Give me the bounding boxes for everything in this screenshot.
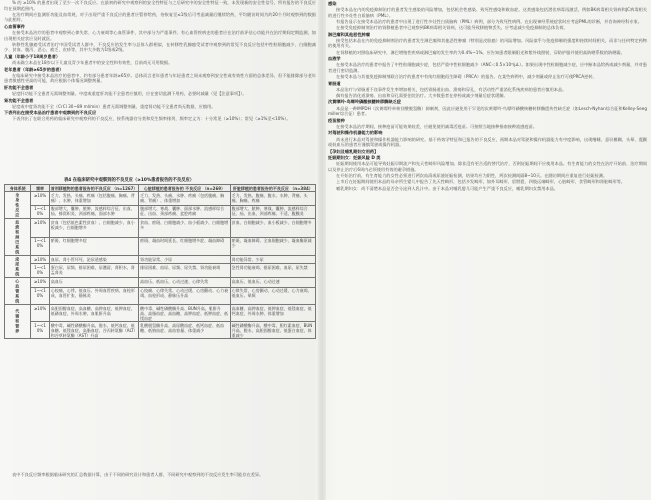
table-header-cell: 频率 <box>31 185 49 192</box>
table-cell-liver: 高血压、低血压、心动过速 <box>230 278 315 288</box>
table-cell-kidney: 瘀斑、红细胞增多症 <box>49 237 138 256</box>
body-paragraph: 在接受本品治疗的患者中观察到心律失常、心力衰竭等心血管事件，其中部分为严重事件。有心血管疾病史的患者应在治疗前评估心功能并在治疗期间定期监测，如出现相关症状应及时就医。 <box>4 30 316 41</box>
table-cell-freq: 1~<10% <box>31 322 49 339</box>
body-paragraph: 上市后在妊娠期间使用本品的母亲所生婴儿中报告了先天性畸形，包括多发畸形，如外耳畸形、唇腭裂、四肢远端畸形、心脏畸形、食管畸形和肾脏畸形等。 <box>336 179 625 185</box>
table-cell-liver: 贫血、白细胞减少、血小板减少、白细胞增多 <box>230 219 315 238</box>
table-cell-freq: ≥10% <box>31 278 49 288</box>
table-cell-kidney: 腹部增大、囊肿、脓肿、流感样综合征、出血、疝、蜂窝织炎、颈部疼痛、面部水肿 <box>49 205 138 219</box>
table-caption: 表4 在临床研究中观察到的不良反应（≥10%患者报告的不良反应） <box>64 178 195 183</box>
table-cell-liver: 瘀斑、凝血障碍、全血细胞减少、凝血酶原减少 <box>230 237 315 256</box>
body-system-cell <box>5 278 31 305</box>
body-paragraph: 哺乳期妇女：尚不清楚本品是否会分泌到人乳汁中。由于本品对哺乳婴儿可能产生严重不良反应，哺乳期妇女禁用本品。 <box>336 185 558 191</box>
right-text <box>328 1 647 191</box>
table-cell-freq: ≥10% <box>31 256 49 264</box>
table-cell-heart: 酸中毒、碱性磷酸酶升高、BUN升高、肌酐升高、高脂血症、高血糖、高钾血症、低钾血症、低镁血症 <box>140 305 229 321</box>
section-heading: 心血管事件 <box>4 23 25 29</box>
table-cell-heart: 心绞痛、心律失常、心动过缓、心房颤动、心力衰竭、血栓形成、静脉压升高 <box>139 287 230 304</box>
section-heading: 次黄嘌呤-鸟嘌呤磷酸核糖转移酶缺乏症 <box>328 99 401 105</box>
table-cell-kidney: 蛋白尿、尿频、排尿困难、尿潴留、肾积水、肾盂肾炎 <box>49 264 138 278</box>
body-paragraph: 在接受免疫抑制剂治疗的肾移植患者中已观察到BK病毒相关肾病，这可能导致移植物丢失。应考虑减少免疫抑制的总体负荷。 <box>336 25 568 31</box>
table-cell-freq: 1~<10% <box>31 237 49 256</box>
section-heading: 胃肠道 <box>328 80 341 86</box>
table-row <box>5 256 316 264</box>
body-paragraph: 转移性乳腺癌受试者治疗中国受试者人群中，不良反应的发生率与总体人群相似，在转移性乳腺癌受试者中观察到的常见不良反应包括中性粒细胞减少、白细胞减少、贫血、腹泻、恶心、疲乏、皮疹等，其中大多数为1级或2级。 <box>4 41 316 53</box>
body-paragraph: 轻度肝功能不全患者无需调整剂量。中度或重度肝功能不全患者应慎用，应在密切监测下用药，必要时减量（见【注意事项】）。 <box>12 91 247 97</box>
table-cell-heart: 排尿困难、血尿、尿频、尿失禁、肾功能衰竭 <box>139 264 230 278</box>
body-system-label: 泌尿系统 <box>15 256 21 277</box>
table-row <box>5 219 316 238</box>
table-cell-heart: 高血压、低血压、心动过速、心律失常 <box>139 278 230 288</box>
body-paragraph: 本品是一种IMPDH（次黄嘌呤单核苷酸脱氢酶）抑制剂，因此应避免用于罕见的次黄嘌呤-鸟嘌呤磷酸核糖转移酶遗传性缺乏症（如Lesch-Nyhan综合征和Kelley-Seegmiller综合征）患者。 <box>328 105 647 117</box>
table-cell-heart: 瘀斑、凝血时间延长、红细胞增多症、凝血障碍 <box>139 237 230 256</box>
body-paragraph: 在接受本品治疗的患者中报告了中性粒细胞减少症，包括严重中性粒细胞减少（ANC＜0.5×10³/μL）。如果出现中性粒细胞减少症，应中断本品给药或减少剂量，并对患者进行密切监测。 <box>328 62 647 73</box>
table-cell-freq: ≥10% <box>31 305 49 322</box>
body-paragraph: 在接受本品治疗期间，接种疫苗可能效果较差，应避免使用减毒活疫苗。可按照当地接种指南接种流感疫苗。 <box>336 123 538 129</box>
table-row <box>5 237 316 256</box>
body-paragraph: 偶有报告消化道溃疡、出血和穿孔需要住院治疗。大多数患者在停药或减少剂量后症状缓解。 <box>336 92 508 98</box>
table-row <box>5 264 316 278</box>
table-row <box>5 192 316 206</box>
left-bottom-column <box>4 472 316 500</box>
table-cell-heart: 贫血、瘀斑、白细胞减少、血小板减少、白细胞增多 <box>139 219 230 238</box>
table-header-cell: 心脏移植的患者报告的 不良反应 （n=269） <box>139 185 230 192</box>
table-row <box>5 278 316 288</box>
body-paragraph: 在临床研究中接受本品治疗的患者中，约有部分患者年龄≥65岁。总体而言老年患者与年轻患者之间未观察到安全性或有效性方面的总体差异，但不能排除部分老年患者敏感性更高的可能，故应根据个体情况调整剂量。 <box>4 72 316 84</box>
body-system-label: 心血管系统 <box>15 278 21 304</box>
table-cell-heart: 乳酸脱氢酶升高、高尿酸血症、低钙血症、低血糖、低钠血症、高血容量、体重减少 <box>139 322 230 339</box>
table-body <box>5 192 316 339</box>
table-cell-kidney: 贫血（包括低色素性贫血）、白细胞减少、血小板减少、白细胞增多 <box>49 219 138 238</box>
body-paragraph: 本品治疗与胃肠道不良事件发生率增加相关，包括胃肠道出血、溃疡和穿孔，有活动性严重消化系统疾病的患者应慎用本品。 <box>336 86 567 92</box>
body-paragraph: 尚未进行本品对驾驶和操作机器能力影响的研究。基于药效学特征和已报告的不良反应，预期本品对驾驶和操作机器能力有中度影响，出现嗜睡、意识模糊、头晕、震颤或低血压的患者应谨慎驾驶或操作机器。 <box>328 136 647 148</box>
table-header-row <box>5 185 316 192</box>
body-system-cell <box>5 256 31 278</box>
table-cell-liver: 高血糖、高钾血症、低钾血症、低镁血症、低钙血症、外周水肿、体重增加 <box>230 305 315 322</box>
table-row <box>5 322 316 339</box>
body-paragraph: 尚未确立本品在18岁以下儿童及青少年患者中的安全性和有效性，目前尚无可用数据。 <box>12 60 173 66</box>
section-heading: 疫苗接种 <box>328 117 345 123</box>
table-cell-kidney: 酸中毒、碱性磷酸酶升高、脱水、低钙血症、低血糖、低镁血症、高脂血症、谷丙转氨酶（ALT）和谷草转氨酶（AST）升高 <box>49 322 138 339</box>
body-paragraph: 接受包括本品在内的免疫抑制剂治疗的患者发生淋巴瘤和其他恶性肿瘤（特别是皮肤癌）的风险增加。风险似乎与免疫抑制的强度和持续时间相关，而非与任何特定药物的使用有关。 <box>328 37 647 49</box>
body-paragraph: % 的 ≥10% 的患者出现了至少一次不良反应。在最初的研究中观察到的安全性特征与之后研究中的安全性特征一致，未发现新的安全性信号，所有报告的不良反应均在预期范围内。 <box>4 0 316 11</box>
table-cell-kidney: 血尿、肾小管坏死、泌尿道感染 <box>49 256 138 264</box>
table-cell-liver: 急性肾功能衰竭、排尿困难、血尿、尿失禁 <box>230 264 315 278</box>
body-system-label: 血液和淋巴系统 <box>15 219 21 255</box>
table-cell-kidney: 高胆固醇血症、高血糖、高钾血症、低钾血症、低磷血症、外周水肿、血肌酐升高 <box>49 305 138 322</box>
body-paragraph: 在治疗期间应监测肝功能及血常规，对于出现严重不良反应的患者应暂停给药，待恢复至≤1级后可考虑减量后继续给药，平均随访时间为约20个月时观察到的数据与此相符。 <box>4 11 316 23</box>
section-heading: 【孕妇及哺乳期妇女用药】 <box>328 148 379 154</box>
table-cell-heart: 腹部增大、寒战、囊肿、面部水肿、流感样综合征、出血、颈部疼痛、盆腔疼痛 <box>139 205 230 219</box>
table-cell-liver: 心律失常、心房颤动、心动过缓、心力衰竭、低血压、晕厥 <box>230 287 315 304</box>
table-cell-freq: 1~<10% <box>31 264 49 278</box>
section-heading: 下表列出在接受本品治疗患者中观察到的不良反应 <box>4 110 97 116</box>
page-gutter <box>318 0 326 500</box>
section-heading: 肾功能不全患者 <box>4 97 34 103</box>
body-paragraph: 在接受本品与其他免疫抑制剂联合治疗的患者中有纯红细胞再生障碍（PRCA）的报告。在某些病例中，减少剂量或停止治疗可使PRCA逆转。 <box>336 74 597 79</box>
body-paragraph: 表中不良反应频率根据临床研究的汇总数据计算，由于不同的研究设计和患者人群，不同研究中观察到的不良反应发生率可能存在差异。 <box>12 472 264 477</box>
body-system-label: 全身性反应 <box>15 192 21 218</box>
body-paragraph: 在开始治疗前，有生育能力的女性必须进行两次血清或尿液妊娠检测，结果均应为阴性，两次检测间隔8~10天。在随访期间应重复进行妊娠检测。 <box>336 173 608 179</box>
body-paragraph: 在肾移植的对照临床研究中，淋巴增殖性疾病或淋巴瘤的发生率约为0.4%~1%。应告知患者限制阳光和紫外线照射，穿防护服并使用高防晒系数的防晒霜。 <box>336 49 625 55</box>
table-cell-liver: 碱性磷酸酶升高、酸中毒、胆红素血症、BUN升高、脱水、高胆固醇血症、低蛋白血症、体重减少 <box>230 322 315 339</box>
section-heading: 对驾驶和操作机器能力的影响 <box>328 130 383 136</box>
body-system-cell <box>5 192 31 219</box>
body-paragraph: 轻度或中度肾功能不全（CrCl 30~89 ml/min）患者无需调整剂量，重度肾功能不全患者尚无数据，应慎用。 <box>12 103 216 109</box>
body-paragraph: 妊娠期间使用本品可能导致妊娠早期流产和先天性畸形风险增加。除非没有更合适的替代治疗，否则妊娠期间不应使用本品。有生育能力的女性在治疗开始前、治疗期间以及停止治疗后6周内必须使用有效的避孕措施。 <box>328 161 647 172</box>
right-column <box>328 0 647 500</box>
body-system-cell <box>5 305 31 339</box>
table-row <box>5 205 316 219</box>
table-cell-liver: 乏力、发热、腹痛、腹水、水肿、背痛、头痛、胸痛、疼痛 <box>230 192 315 206</box>
table-cell-kidney: 乏力、发热、头痛、疼痛（包括腹痛、胸痛、背痛）、水肿、体重增加 <box>49 192 138 206</box>
table-cell-kidney: 心绞痛、心悸、低血压、外周血管疾病、血栓形成、血管扩张、静脉炎 <box>49 287 138 304</box>
section-heading: 妊娠期妇女：妊娠风险 D 类 <box>328 155 381 161</box>
table-cell-kidney: 高血压 <box>49 278 138 288</box>
table-cell-heart: 乏力、发热、头痛、水肿、疼痛（包括腹痛、胸痛、背痛）、体重增加 <box>139 192 230 206</box>
body-system-label: 代谢和营养 <box>15 309 21 334</box>
body-paragraph: 接受本品在内的免疫抑制治疗的患者发生感染的风险增加，包括机会性感染、致死性感染和败血症。这类感染包括潜伏病毒再激活，例如BK病毒相关肾病和JC病毒相关的进行性多灶性白质脑病（PML）。 <box>328 7 647 18</box>
section-heading: 血液学 <box>328 56 341 62</box>
table-cell-liver: 腹部增大、脓肿、寒战、囊肿、流感样综合征、疝、出血、颈部疼痛、不适、腹膜炎 <box>230 205 315 219</box>
table-cell-freq: ≥10% <box>31 219 49 238</box>
left-bottom-text <box>4 472 316 478</box>
body-system-cell <box>5 219 31 256</box>
section-heading: 老年患者（年龄≥65岁的患者） <box>4 66 64 72</box>
table-row <box>5 287 316 304</box>
body-paragraph: 有报告显示在接受本品治疗的患者中出现了进行性多灶性白质脑病（PML）病例，部分为致死性病例。在出现神经系统症状时应考虑PML的诊断，并咨询神经科专家。 <box>336 18 642 24</box>
table-cell-freq: ≥10% <box>31 192 49 206</box>
table-cell-freq: 1~<10% <box>31 287 49 304</box>
body-paragraph: 下表列出了在联合用药的临床研究中观察到的不良反应，按系统器官分类和发生频率排列，频率定义为：十分常见（≥10%）；常见（≥1%至<10%）。 <box>12 116 291 122</box>
adverse-reactions-table <box>4 178 316 339</box>
table-cell-freq: 1~<10% <box>31 205 49 219</box>
section-heading: 感染 <box>328 1 337 6</box>
table-header-cell: 身体系统 <box>5 185 31 192</box>
section-heading: 儿童（年龄小于18周岁患者） <box>4 54 61 60</box>
table-row <box>5 305 316 322</box>
section-heading: 淋巴瘤和其他恶性肿瘤 <box>328 31 370 37</box>
table-cell-liver: 肾功能异常、少尿 <box>230 256 315 264</box>
table-cell-heart: 肾功能异常、少尿 <box>139 256 230 264</box>
table-header-cell: 首剂移植物的患者报告的不良反应 （n=1267） <box>50 185 138 191</box>
section-heading: 肝功能不全患者 <box>4 85 34 90</box>
table-header-cell: 肝脏移植的患者报告的不良反应 （n=384） <box>230 185 315 192</box>
left-top-text <box>4 0 316 122</box>
